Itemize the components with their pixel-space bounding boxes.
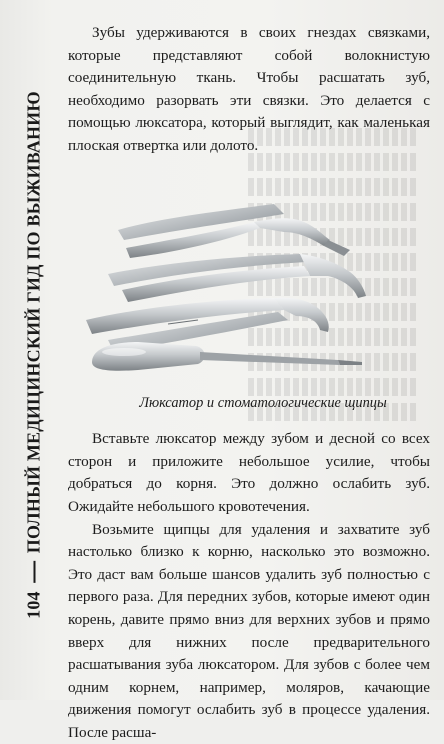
figure-caption: Люксатор и стоматологические щипцы — [139, 394, 387, 411]
dental-instruments-image — [78, 170, 378, 388]
running-header — [14, 20, 54, 690]
running-header-text — [24, 91, 45, 619]
page-body — [68, 22, 430, 744]
paragraph-ligaments: Зубы удерживаются в своих гнездах связками, которые представляют собой волокнистую соединительную ткань. Чтобы расшатать зуб, необходимо разорвать эти связки. Это делается с помощью люксатора, который выглядит, как маленькая плоская отвертка или долото. — [68, 24, 430, 154]
forceps-top — [118, 204, 350, 258]
page-number: 104 — [23, 591, 44, 619]
forceps-middle — [108, 254, 366, 302]
luxator — [92, 342, 362, 371]
instruments-figure — [68, 170, 430, 388]
paragraph-luxator-use: Вставьте люксатор между зубом и десной со всех сторон и приложите небольшое усилие, чтобы добраться до корня. Это должно ослабить зуб. Ожидайте небольшого кровотечения. — [68, 430, 430, 515]
paragraph-forceps-use: Возьмите щипцы для удаления и захватите зуб настолько близко к корню, насколько это возможно. Это даст вам больше шансов удалить зуб полностью с первого раза. Для передних зубов, которые имеют один корень, давите прямо вниз для верхних зубов и прямо вверх для нижних после предварительного расшатывания зуба люксатором. Для зубов с более чем одним корнем, например, моляров, качающие движения помогут ослабить зуб в процессе удаления. После расша- — [68, 520, 430, 741]
book-title: ПОЛНЫЙ МЕДИЦИНСКИЙ ГИД ПО ВЫЖИВАНИЮ — [23, 91, 44, 554]
header-dash — [33, 561, 35, 583]
